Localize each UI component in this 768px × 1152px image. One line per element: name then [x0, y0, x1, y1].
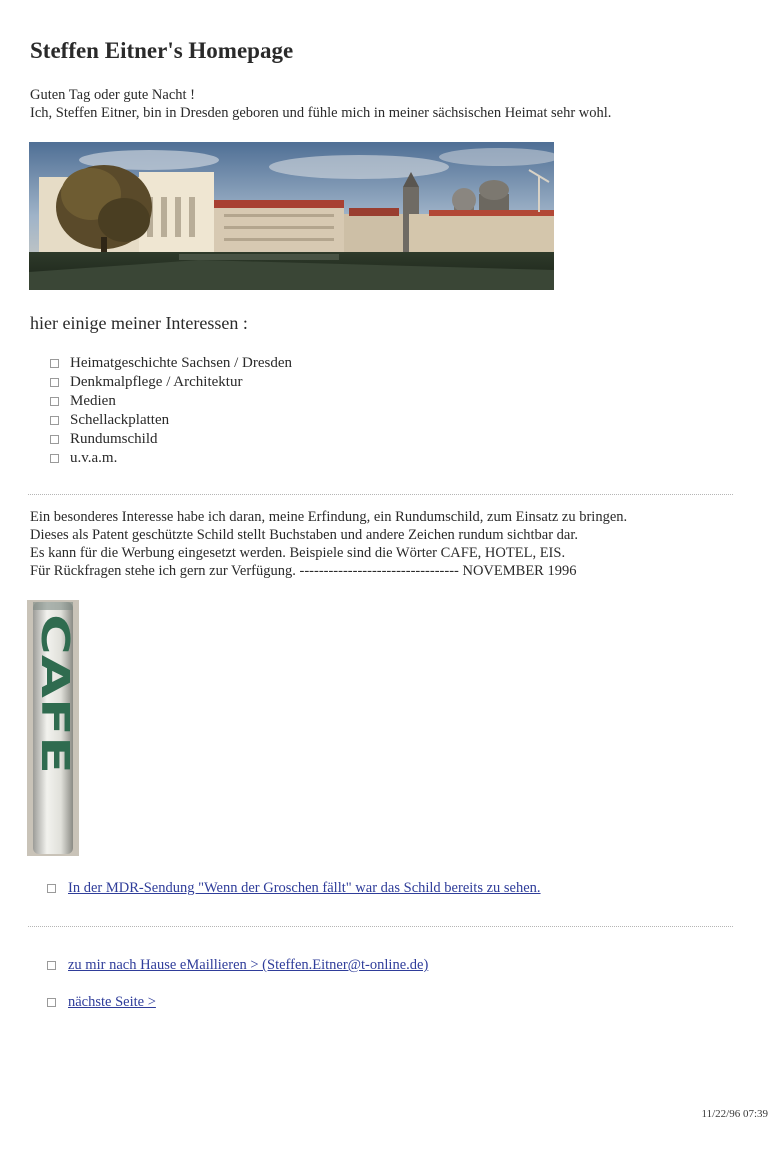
next-page-link[interactable]: nächste Seite >: [68, 994, 156, 1010]
square-bullet-icon: [50, 378, 59, 387]
square-bullet-icon: [50, 397, 59, 406]
intro-line: Ich, Steffen Eitner, bin in Dresden geboren und fühle mich in meiner sächsischen Heimat sehr wohl.: [30, 105, 612, 121]
list-item: [50, 411, 292, 430]
interest-label: Medien: [70, 393, 116, 409]
square-bullet-icon: [50, 435, 59, 444]
list-item: [50, 392, 292, 411]
square-bullet-icon: [50, 454, 59, 463]
invention-text: [30, 508, 627, 580]
interest-label: Denkmalpflege / Architektur: [70, 374, 243, 390]
list-item: [50, 430, 292, 449]
square-bullet-icon: [47, 884, 56, 893]
square-bullet-icon: [50, 416, 59, 425]
list-item: [50, 354, 292, 373]
email-link[interactable]: zu mir nach Hause eMaillieren > (Steffen.Eitner@t-online.de): [68, 957, 429, 973]
invention-line: Für Rückfragen stehe ich gern zur Verfügung. --------------------------------- NOVEMBER 1996: [30, 563, 577, 579]
list-item: [47, 994, 156, 1011]
interest-label: u.v.a.m.: [70, 450, 118, 466]
cafe-sign-photo: [27, 600, 79, 856]
interest-label: Rundumschild: [70, 431, 158, 447]
greeting: Guten Tag oder gute Nacht !: [30, 87, 196, 103]
interests-list: [50, 354, 292, 468]
list-item: [47, 957, 428, 974]
dresden-panorama-photo: [29, 142, 554, 290]
horizontal-divider: [28, 494, 733, 495]
list-item: [50, 449, 292, 468]
interest-label: Heimatgeschichte Sachsen / Dresden: [70, 355, 293, 371]
interest-label: Schellackplatten: [70, 412, 170, 428]
invention-line: Dieses als Patent geschützte Schild stellt Buchstaben und andere Zeichen rundum sichtbar dar.: [30, 527, 579, 543]
square-bullet-icon: [47, 998, 56, 1007]
sign-lettering: CAFE: [33, 614, 77, 724]
interests-heading: hier einige meiner Interessen :: [30, 313, 248, 333]
intro-text: [30, 86, 611, 122]
horizontal-divider: [28, 926, 733, 927]
square-bullet-icon: [50, 359, 59, 368]
list-item: [47, 880, 541, 897]
square-bullet-icon: [47, 961, 56, 970]
page-title: Steffen Eitner's Homepage: [30, 38, 294, 63]
mdr-broadcast-link[interactable]: In der MDR-Sendung "Wenn der Groschen fällt" war das Schild bereits zu sehen.: [68, 880, 541, 896]
print-timestamp: 11/22/96 07:39: [701, 1108, 768, 1120]
list-item: [50, 373, 292, 392]
invention-line: Es kann für die Werbung eingesetzt werden. Beispiele sind die Wörter CAFE, HOTEL, EIS.: [30, 545, 566, 561]
invention-line: Ein besonderes Interesse habe ich daran, meine Erfindung, ein Rundumschild, zum Einsatz zu bringen.: [30, 509, 628, 525]
